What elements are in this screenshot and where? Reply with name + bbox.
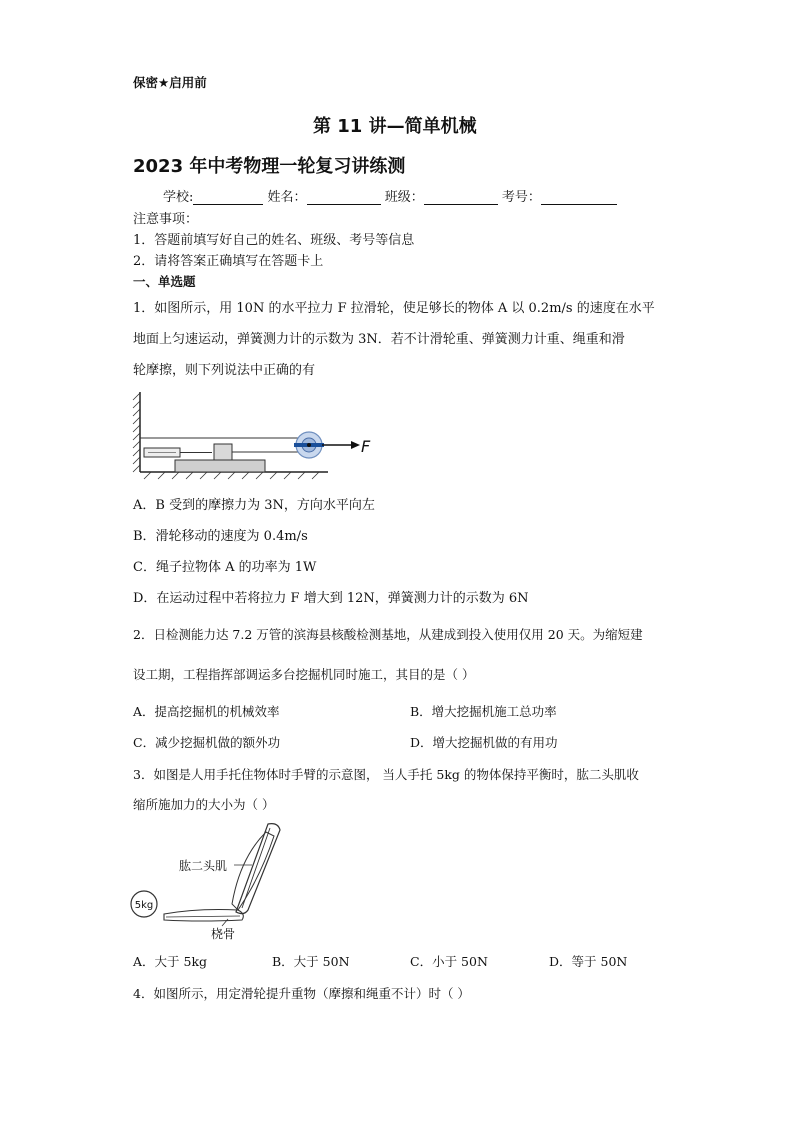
question-text: 4．如图所示，用定滑轮提升重物（摩擦和绳重不计）时（ ） — [133, 986, 470, 1001]
option-c[interactable]: C．小于 50N — [410, 954, 488, 969]
option-d[interactable]: D．等于 50N — [549, 954, 628, 969]
class-label: 班级： — [384, 190, 424, 205]
info-fields-row — [163, 186, 617, 205]
question-text: 轮摩擦，则下列说法中正确的有 — [133, 363, 316, 378]
arm-figure — [128, 818, 308, 942]
question-text: 1．如图所示，用 10N 的水平拉力 F 拉滑轮，使足够长的物体 A 以 0.2m/s 的速度在水平 — [133, 301, 655, 316]
page-title: 第 11 讲—简单机械 — [313, 116, 477, 137]
question-text: 2．日检测能力达 7.2 万管的滨海县核酸检测基地，从建成到投入使用仅用 20 天。为缩短建 — [133, 627, 643, 642]
section-heading: 一、单选题 — [133, 274, 196, 289]
name-label: 姓名： — [267, 190, 307, 205]
bone-label: 桡骨 — [211, 927, 236, 941]
school-blank[interactable] — [193, 190, 263, 205]
class-blank[interactable] — [424, 190, 498, 205]
option-a[interactable]: A．大于 5kg — [133, 954, 208, 969]
question-text: 地面上匀速运动，弹簧测力计的示数为 3N．若不计滑轮重、弹簧测力计重、绳重和滑 — [133, 332, 625, 347]
school-label: 学校: — [163, 190, 194, 205]
option-d[interactable]: D．在运动过程中若将拉力 F 增大到 12N，弹簧测力计的示数为 6N — [133, 591, 529, 606]
weight-label: 5kg — [134, 900, 154, 911]
question-text: 设工期，工程指挥部调运多台挖掘机同时施工，其目的是（ ） — [133, 667, 475, 682]
pulley-system-figure — [128, 388, 388, 480]
notice-item: 2．请将答案正确填写在答题卡上 — [133, 254, 324, 269]
option-b[interactable]: B．滑轮移动的速度为 0.4m/s — [133, 529, 308, 544]
option-b[interactable]: B．增大挖掘机施工总功率 — [410, 704, 557, 719]
question-text: 缩所施加力的大小为（ ） — [133, 797, 275, 812]
name-blank[interactable] — [307, 190, 381, 205]
muscle-label: 肱二头肌 — [179, 859, 228, 873]
question-text: 3．如图是人用手托住物体时手臂的示意图， 当人手托 5kg 的物体保持平衡时，肱二头肌收 — [133, 767, 639, 782]
option-d[interactable]: D．增大挖掘机做的有用功 — [410, 735, 558, 750]
confidential-mark: 保密★启用前 — [133, 75, 207, 90]
option-a[interactable]: A．提高挖掘机的机械效率 — [133, 704, 280, 719]
option-b[interactable]: B．大于 50N — [272, 954, 350, 969]
option-a[interactable]: A．B 受到的摩擦力为 3N，方向水平向左 — [133, 498, 375, 513]
option-c[interactable]: C．减少挖掘机做的额外功 — [133, 735, 281, 750]
page-subtitle: 2023 年中考物理一轮复习讲练测 — [133, 156, 406, 177]
exam-no-blank[interactable] — [541, 190, 617, 205]
force-label: F — [361, 437, 371, 456]
exam-no-label: 考号： — [501, 190, 541, 205]
notice-heading: 注意事项： — [133, 212, 199, 227]
notice-item: 1．答题前填写好自己的姓名、班级、考号等信息 — [133, 233, 415, 248]
option-c[interactable]: C．绳子拉物体 A 的功率为 1W — [133, 560, 317, 575]
